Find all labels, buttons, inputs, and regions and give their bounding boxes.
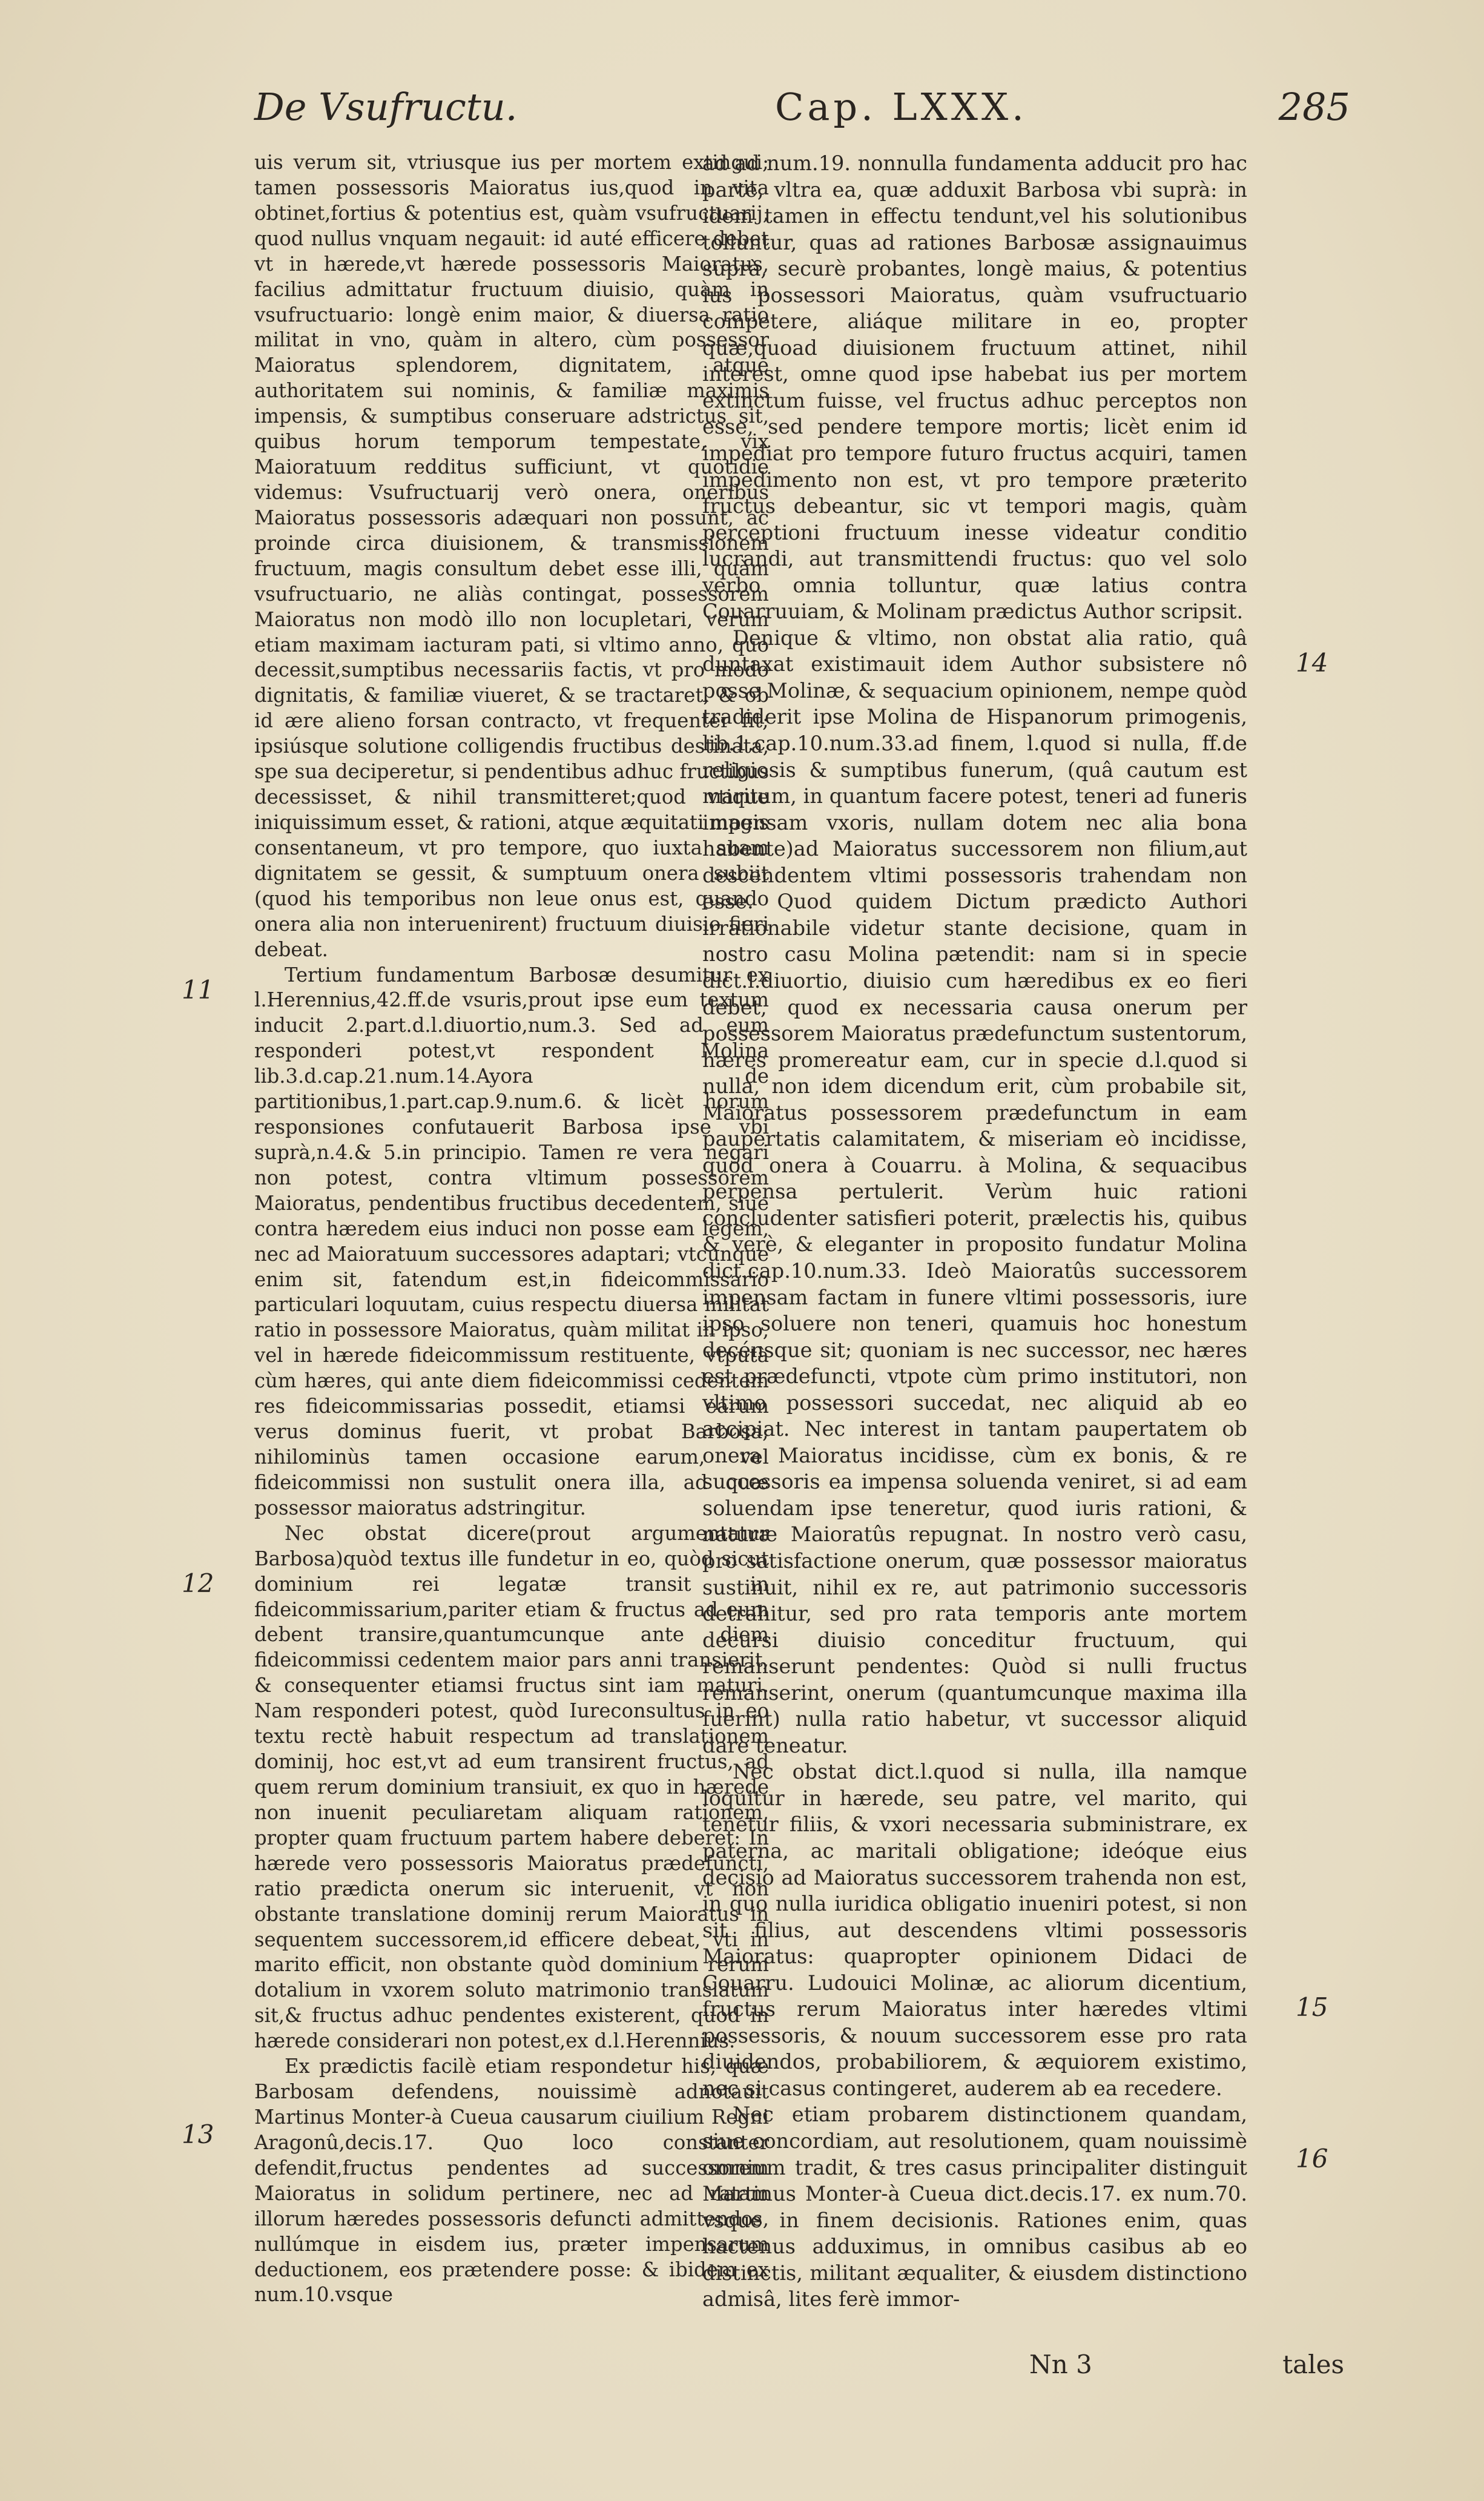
signature-mark: Nn 3 (1029, 2350, 1092, 2379)
paragraph: Tertium fundamentum Barbosæ desumitur ex l.Herennius,42.ff.de vsuris,prout ipse eum textum inducit 2.part.d.l.diuortio,num.3. Sed ad eum responderi potest,vt respondent Molina lib.3.d.cap.21.num.14.Ayora de partitionibus,1.part.cap.9.num.6. & licèt horum responsiones confutauerit Barbosa ipse vbi suprà,n.4.& 5.in principio. Tamen re vera negari non potest, contra vltimum possessorem Maioratus, pendentibus fructibus decedentem, siue contra hæredem eius induci non posse eam legem, nec ad Maioratuum successores adaptari; vtcunque enim sit, fatendum est,in fideicommissario particulari loquutam, cuius respectu diuersa militat ratio in possessore Maioratus, quàm militat in ipso, vel in hærede fideicommissum restituente, vtputà cùm hæres, qui ante diem fideicommissi cedentem res fideicommissarias possedit, etiamsi earum verus dominus fuerit, vt probat Barbosa; nihilominùs tamen occasione earum, vel fideicommissi non sustulit onera illa, ad quæ possessor maioratus adstringitur. (254, 963, 769, 1519)
margin-number: 14 (1296, 648, 1328, 678)
left-column (254, 150, 769, 2308)
paragraph: ad ad num.19. nonnulla fundamenta adducit pro hac parte, vltra ea, quæ adduxit Barbosa vbi suprà: in idem tamen in effectu tendunt,vel his solutionibus tolluntur, quas ad rationes Barbosæ assignauimus suprà, securè probantes, longè maius, & potentius ius possessori Maioratus, quàm vsufructuario competere, aliáque militare in eo, propter quæ,quoad diuisionem fructuum attinet, nihil interest, omne quod ipse habebat ius per mortem extinctum fuisse, vel fructus adhuc perceptos non esse, sed pendere tempore mortis; licèt enim id impediat pro tempore futuro fructus acquiri, tamen impedimento non est, vt pro tempore præterito fructus debeantur, sic vt tempori magis, quàm perceptioni fructuum inesse videatur conditio lucrandi, aut transmittendi fructus: quo vel solo verbo omnia tolluntur, quæ latius contra Couarruuiam, & Molinam prædictus Author scripsit. (702, 151, 1247, 624)
paragraph: Nec obstat dict.l.quod si nulla, illa namque loquitur in hærede, seu patre, vel marito, qui tenetur filiis, & vxori necessaria subministrare, ex paterna, ac maritali obligatione; ideóque eius decisio ad Maioratus successorem trahenda non est, in quo nulla iuridica obligatio inueniri potest, si non sit filius, aut descendens vltimi possessoris Maioratus: quapropter opinionem Didaci de Couarru. Ludouici Molinæ, ac aliorum dicentium, fructus rerum Maioratus inter hæredes vltimi possessoris, & nouum successorem esse pro rata diuidendos, probabiliorem, & æquiorem existimo, nec si casus contingeret, auderem ab ea recedere. (702, 1760, 1247, 2100)
catchword: tales (1282, 2350, 1344, 2379)
running-header (254, 85, 1350, 139)
margin-number: 12 (182, 1568, 214, 1598)
header-chapter: Cap. LXXX. (775, 85, 1027, 129)
margin-number: 16 (1296, 2144, 1328, 2173)
paragraph: Nec obstat dicere(prout argumentatur Barbosa)quòd textus ille fundetur in eo, quòd sicut dominium rei legatæ transit in fideicommissarium,pariter etiam & fructus ad eum debent transire,quantumcunque ante diem fideicommissi cedentem maior pars anni transierit, & consequenter etiamsi fructus sint iam maturi. Nam responderi potest, quòd Iureconsultus in eo textu rectè habuit respectum ad translationem dominij, hoc est,vt ad eum transirent fructus, ad quem rerum dominium transiuit, ex quo in hærede non inuenit peculiaretam aliquam rationem, propter quam fructuum partem habere deberet: In hærede vero possessoris Maioratus prædefuncti, ratio prædicta onerum sic interuenit, vt non obstante translatione dominij rerum Maioratus in sequentem successorem,id efficere debeat, vti in marito efficit, non obstante quòd dominium rerum dotalium in vxorem soluto matrimonio translatum sit,& fructus adhuc pendentes existerent, quod in hærede considerari non potest,ex d.l.Herennius. (254, 1521, 769, 2053)
header-title: De Vsufructu. (254, 85, 518, 129)
page-number: 285 (1278, 85, 1350, 129)
margin-number: 15 (1296, 1992, 1328, 2022)
margin-number: 11 (182, 975, 214, 1005)
paragraph: Ex prædictis facilè etiam respondetur his, quæ Barbosam defendens, nouissimè adnotauit Martinus Monter-à Cueua causarum ciuilium Regni Aragonû,decis.17. Quo loco constanter defendit,fructus pendentes ad successorem Maioratus in solidum pertinere, nec ad ratam illorum hæredes possessoris defuncti admittendos, nullúmque in eisdem ius, præter impensarum deductionem, eos prætendere posse: & ibidem ex num.10.vsque (254, 2055, 769, 2307)
page-footer (1029, 2350, 1344, 2386)
paragraph: Denique & vltimo, non obstat alia ratio, quâ duntaxat existimauit idem Author subsistere nô posse Molinæ, & sequacium opinionem, nempe quòd tradiderit ipse Molina de Hispanorum primogenis, lib.1.cap.10.num.33.ad finem, l.quod si nulla, ff.de religiosis & sumptibus funerum, (quâ cautum est maritum, in quantum facere potest, teneri ad funeris impensam vxoris, nullam dotem nec alia bona habente)ad Maioratus successorem non filium,aut descendentem vltimi possessoris trahendam non esse. Quod quidem Dictum prædicto Authori irrationabile videtur stante decisione, quam in nostro casu Molina pætendit: nam si in specie dict.l.diuortio, diuisio cum hæredibus ex eo fieri debet, quod ex necessaria causa onerum per possessorem Maioratus prædefunctum sustentorum, hæres promereatur eam, cur in specie d.l.quod si nulla, non idem dicendum erit, cùm probabile sit, Maioratus possessorem prædefunctum in eam paupertatis calamitatem, & miseriam eò incidisse, quòd onera à Couarru. à Molina, & sequacibus perpensa pertulerit. Verùm huic rationi concludenter satisfieri poterit, prælectis his, quibus & verè, & eleganter in proposito fundatur Molina dict.cap.10.num.33. Ideò Maioratûs successorem impensam factam in funere vltimi possessoris, iure ipso soluere non teneri, quamuis hoc honestum decénsque sit; quoniam is nec successor, nec hæres est prædefuncti, vtpote cùm primo institutori, non vltimo possessori succedat, nec aliquid ab eo accipiat. Nec interest in tantam paupertatem ob onera Maioratus incidisse, cùm ex bonis, & re successoris ea impensa soluenda veniret, si ad eam soluendam ipse teneretur, quod iuris rationi, & naturæ Maioratûs repugnat. In nostro verò casu, pro satisfactione onerum, quæ possessor maioratus sustinuit, nihil ex re, aut patrimonio successoris detrahitur, sed pro rata temporis ante mortem decursi diuisio conceditur fructuum, qui remanserunt pendentes: Quòd si nulli fructus remanserint, onerum (quantumcunque maxima illa fuerint) nulla ratio habetur, vt successor aliquid dare teneatur. (702, 626, 1247, 1757)
right-column (702, 150, 1247, 2313)
paragraph: Nec etiam probarem distinctionem quandam, siue concordiam, aut resolutionem, quam nouissimè omnium tradit, & tres casus principaliter distinguit Martinus Monter-à Cueua dict.decis.17. ex num.70. vsque in finem decisionis. Rationes enim, quas hactenus adduximus, in omnibus casibus ab eo distinctis, militant æqualiter, & eiusdem distinctiono admisâ, lites ferè immor- (702, 2103, 1247, 2311)
paragraph: uis verum sit, vtriusque ius per mortem extingui; tamen possessoris Maioratus ius,quod in vita obtinet,fortius & potentius est, quàm vsufructuarij, quod nullus vnquam negauit: id auté efficere debet vt in hærede,vt hærede possessoris Maioratus, facilius admittatur fructuum diuisio, quàm in vsufructuario: longè enim maior, & diuersa ratio militat in vno, quàm in altero, cùm possessor Maioratus splendorem, dignitatem, atque authoritatem sui nominis, & familiæ maximis impensis, & sumptibus conseruare adstrictus sit, quibus horum temporum tempestate, vix Maioratuum redditus sufficiunt, vt quotidie videmus: Vsufructuarij verò onera, oneribus Maioratus possessoris adæquari non possunt, ac proinde circa diuisionem, & transmissionem fructuum, magis consultum debet esse illi, quàm vsufructuario, ne aliàs contingat, possessorem Maioratus non modò illo non locupletari, verùm etiam maximam iacturam pati, si vltimo anno, quo decessit,sumptibus necessariis factis, vt pro modo dignitatis, & familiæ viueret, & se tractaret, & ob id ære alieno forsan contracto, vt frequenter fit; ipsiúsque solutione colligendis fructibus destinata, spe sua deciperetur, si pendentibus adhuc fructibus decessisset, & nihil transmitteret;quod vtique iniquissimum esset, & rationi, atque æquitati magis consentaneum, vt pro tempore, quo iuxta suam dignitatem se gessit, & sumptuum onera subiit (quod his temporibus non leue onus est, quando onera alia non interuenirent) fructuum diuisio fieri debeat. (254, 151, 769, 961)
margin-number: 13 (182, 2119, 214, 2149)
